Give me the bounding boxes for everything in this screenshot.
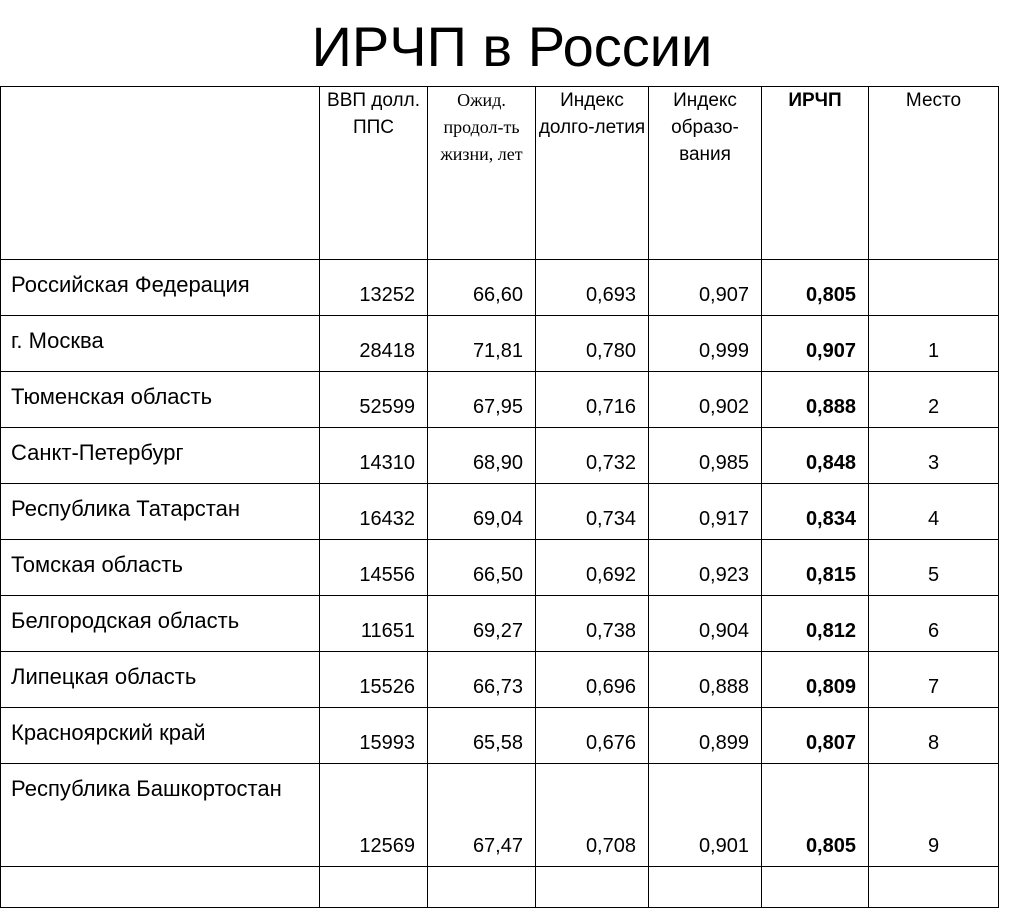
cell-empty <box>428 867 536 908</box>
table-row <box>1 316 999 372</box>
cell-gdp: 14556 <box>320 540 428 596</box>
cell-hdi: 0,809 <box>762 652 869 708</box>
table-row <box>1 428 999 484</box>
cell-region-name: г. Москва <box>1 316 320 372</box>
cell-rank: 9 <box>869 764 999 867</box>
cell-education-index: 0,917 <box>649 484 762 540</box>
cell-gdp: 12569 <box>320 764 428 867</box>
cell-region-name: Республика Татарстан <box>1 484 320 540</box>
table-row <box>1 372 999 428</box>
table-header-row <box>1 87 999 260</box>
cell-education-index: 0,902 <box>649 372 762 428</box>
cell-region-name: Красноярский край <box>1 708 320 764</box>
cell-gdp: 13252 <box>320 260 428 316</box>
column-header-education-index: Индекс образо-вания <box>649 87 762 260</box>
cell-hdi: 0,907 <box>762 316 869 372</box>
hdi-table <box>0 86 999 908</box>
cell-longevity-index: 0,693 <box>536 260 649 316</box>
table-row <box>1 596 999 652</box>
column-header-gdp: ВВП долл. ППС <box>320 87 428 260</box>
table-row-cut-off <box>1 867 999 908</box>
cell-region-name: Российская Федерация <box>1 260 320 316</box>
table-row <box>1 484 999 540</box>
cell-gdp: 15526 <box>320 652 428 708</box>
cell-rank: 1 <box>869 316 999 372</box>
cell-hdi: 0,807 <box>762 708 869 764</box>
cell-empty <box>649 867 762 908</box>
table-row <box>1 540 999 596</box>
cell-gdp: 28418 <box>320 316 428 372</box>
cell-education-index: 0,923 <box>649 540 762 596</box>
cell-rank: 4 <box>869 484 999 540</box>
cell-rank: 3 <box>869 428 999 484</box>
cell-life-expectancy: 71,81 <box>428 316 536 372</box>
cell-longevity-index: 0,692 <box>536 540 649 596</box>
cell-hdi: 0,815 <box>762 540 869 596</box>
cell-empty <box>320 867 428 908</box>
cell-empty <box>869 867 999 908</box>
cell-longevity-index: 0,780 <box>536 316 649 372</box>
cell-hdi: 0,805 <box>762 764 869 867</box>
cell-gdp: 52599 <box>320 372 428 428</box>
cell-life-expectancy: 69,27 <box>428 596 536 652</box>
column-header-longevity-index: Индекс долго-летия <box>536 87 649 260</box>
cell-longevity-index: 0,676 <box>536 708 649 764</box>
cell-longevity-index: 0,734 <box>536 484 649 540</box>
cell-region-name: Липецкая область <box>1 652 320 708</box>
table-row <box>1 764 999 867</box>
cell-life-expectancy: 69,04 <box>428 484 536 540</box>
cell-life-expectancy: 67,47 <box>428 764 536 867</box>
cell-life-expectancy: 68,90 <box>428 428 536 484</box>
cell-life-expectancy: 67,95 <box>428 372 536 428</box>
cell-empty <box>536 867 649 908</box>
cell-empty <box>1 867 320 908</box>
cell-region-name: Республика Башкортостан <box>1 764 320 867</box>
cell-education-index: 0,899 <box>649 708 762 764</box>
table-row <box>1 260 999 316</box>
cell-gdp: 15993 <box>320 708 428 764</box>
cell-region-name: Санкт-Петербург <box>1 428 320 484</box>
cell-longevity-index: 0,708 <box>536 764 649 867</box>
table-row <box>1 652 999 708</box>
cell-education-index: 0,904 <box>649 596 762 652</box>
cell-gdp: 14310 <box>320 428 428 484</box>
cell-rank: 6 <box>869 596 999 652</box>
column-header-life-expectancy: Ожид. продол-ть жизни, лет <box>428 87 536 260</box>
cell-empty <box>762 867 869 908</box>
cell-hdi: 0,812 <box>762 596 869 652</box>
cell-longevity-index: 0,716 <box>536 372 649 428</box>
cell-hdi: 0,848 <box>762 428 869 484</box>
cell-hdi: 0,888 <box>762 372 869 428</box>
cell-rank: 2 <box>869 372 999 428</box>
page-title: ИРЧП в России <box>311 15 713 78</box>
cell-life-expectancy: 66,73 <box>428 652 536 708</box>
cell-region-name: Томская область <box>1 540 320 596</box>
cell-rank: 8 <box>869 708 999 764</box>
cell-life-expectancy: 66,60 <box>428 260 536 316</box>
cell-education-index: 0,907 <box>649 260 762 316</box>
cell-education-index: 0,985 <box>649 428 762 484</box>
cell-region-name: Тюменская область <box>1 372 320 428</box>
cell-longevity-index: 0,738 <box>536 596 649 652</box>
cell-longevity-index: 0,732 <box>536 428 649 484</box>
cell-longevity-index: 0,696 <box>536 652 649 708</box>
cell-education-index: 0,901 <box>649 764 762 867</box>
table-row <box>1 708 999 764</box>
cell-hdi: 0,834 <box>762 484 869 540</box>
cell-hdi: 0,805 <box>762 260 869 316</box>
cell-education-index: 0,999 <box>649 316 762 372</box>
cell-education-index: 0,888 <box>649 652 762 708</box>
cell-gdp: 16432 <box>320 484 428 540</box>
cell-rank: 5 <box>869 540 999 596</box>
cell-rank: 7 <box>869 652 999 708</box>
cell-gdp: 11651 <box>320 596 428 652</box>
cell-region-name: Белгородская область <box>1 596 320 652</box>
cell-life-expectancy: 65,58 <box>428 708 536 764</box>
cell-rank <box>869 260 999 316</box>
column-header-name <box>1 87 320 260</box>
cell-life-expectancy: 66,50 <box>428 540 536 596</box>
column-header-hdi: ИРЧП <box>762 87 869 260</box>
column-header-rank: Место <box>869 87 999 260</box>
